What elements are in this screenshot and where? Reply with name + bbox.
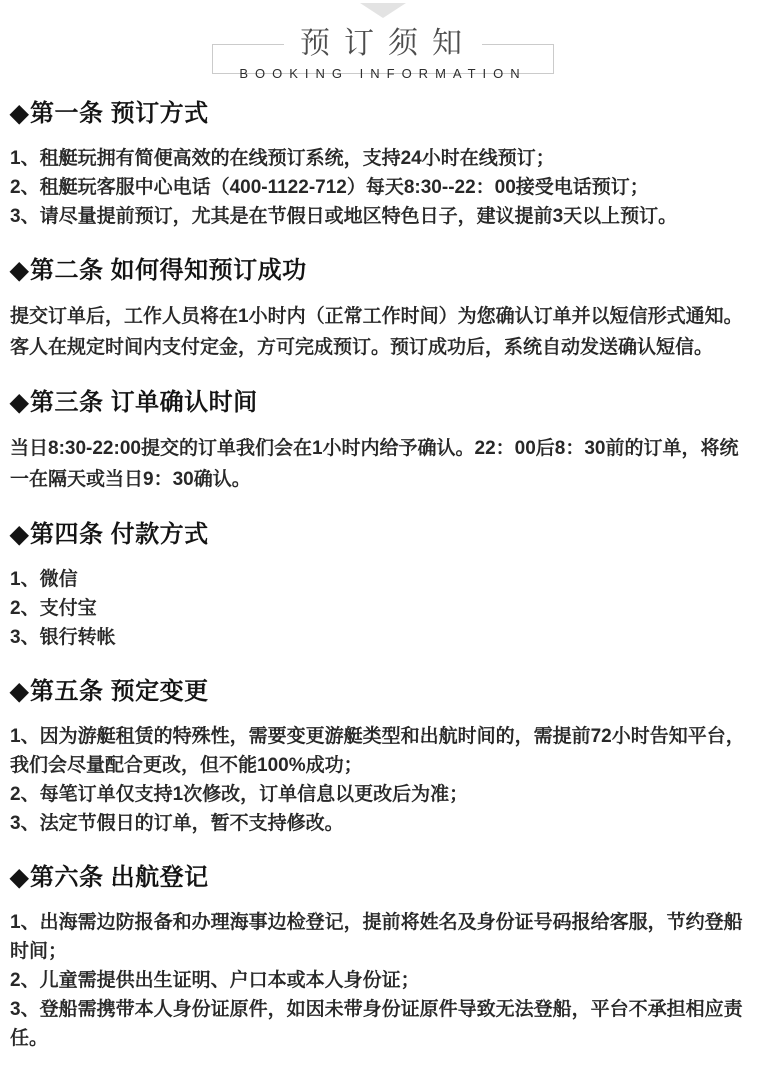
page-title: 预订须知: [284, 26, 482, 62]
section-item: 3、法定节假日的订单，暂不支持修改。: [10, 813, 344, 834]
page-subtitle: BOOKING INFORMATION: [239, 66, 527, 81]
section-paragraph: 当日8:30-22:00提交的订单我们会在1小时内给予确认。22：00后8：30前的订单，将统一在隔天或当日9：30确认。: [10, 438, 739, 490]
section-heading: [10, 677, 756, 707]
booking-information-page: [0, 3, 770, 1073]
section-heading: [10, 99, 756, 129]
section-heading-text: 第四条 付款方式: [29, 521, 209, 548]
section-heading-text: 第一条 预订方式: [29, 100, 209, 127]
section-departure-registration: [10, 863, 756, 1053]
section-item: 3、登船需携带本人身份证原件，如因未带身份证原件导致无法登船，平台不承担相应责任。: [10, 999, 743, 1049]
header-frame: [212, 27, 554, 81]
section-heading-text: 第六条 出航登记: [29, 864, 209, 891]
section-item: 3、请尽量提前预订，尤其是在节假日或地区特色日子，建议提前3天以上预订。: [10, 206, 678, 227]
diamond-icon: ◆: [10, 389, 29, 416]
section-payment-method: [10, 520, 756, 652]
diamond-icon: ◆: [10, 864, 29, 891]
section-heading: [10, 863, 756, 893]
section-item: 1、租艇玩拥有简便高效的在线预订系统，支持24小时在线预订；: [10, 148, 555, 169]
section-item: 1、微信: [10, 569, 78, 590]
section-booking-confirmation-notice: [10, 256, 756, 363]
section-booking-change: [10, 677, 756, 838]
section-item: 2、支付宝: [10, 598, 97, 619]
diamond-icon: ◆: [10, 100, 29, 127]
section-item: 2、每笔订单仅支持1次修改，订单信息以更改后为准；: [10, 784, 469, 805]
section-item: 1、因为游艇租赁的特殊性，需要变更游艇类型和出航时间的，需提前72小时告知平台，我们会尽量配合更改，但不能100%成功；: [10, 726, 745, 776]
section-heading: [10, 520, 756, 550]
section-item: 2、儿童需提供出生证明、户口本或本人身份证；: [10, 970, 420, 991]
section-item: 1、出海需边防报备和办理海事边检登记，提前将姓名及身份证号码报给客服，节约登船时间；: [10, 912, 743, 962]
section-item: 3、银行转帐: [10, 627, 116, 648]
triangle-down-icon: [360, 3, 406, 18]
section-heading: [10, 388, 756, 418]
diamond-icon: ◆: [10, 678, 29, 705]
diamond-icon: ◆: [10, 521, 29, 548]
section-heading-text: 第五条 预定变更: [29, 678, 209, 705]
section-booking-method: [10, 99, 756, 231]
section-paragraph: 提交订单后，工作人员将在1小时内（正常工作时间）为您确认订单并以短信形式通知。客人在规定时间内支付定金，方可完成预订。预订成功后，系统自动发送确认短信。: [10, 306, 743, 358]
section-order-confirm-time: [10, 388, 756, 495]
section-heading-text: 第三条 订单确认时间: [29, 389, 258, 416]
section-heading-text: 第二条 如何得知预订成功: [29, 257, 307, 284]
section-heading: [10, 256, 756, 286]
diamond-icon: ◆: [10, 257, 29, 284]
section-item: 2、租艇玩客服中心电话（400-1122-712）每天8:30--22：00接受电话预订；: [10, 177, 649, 198]
